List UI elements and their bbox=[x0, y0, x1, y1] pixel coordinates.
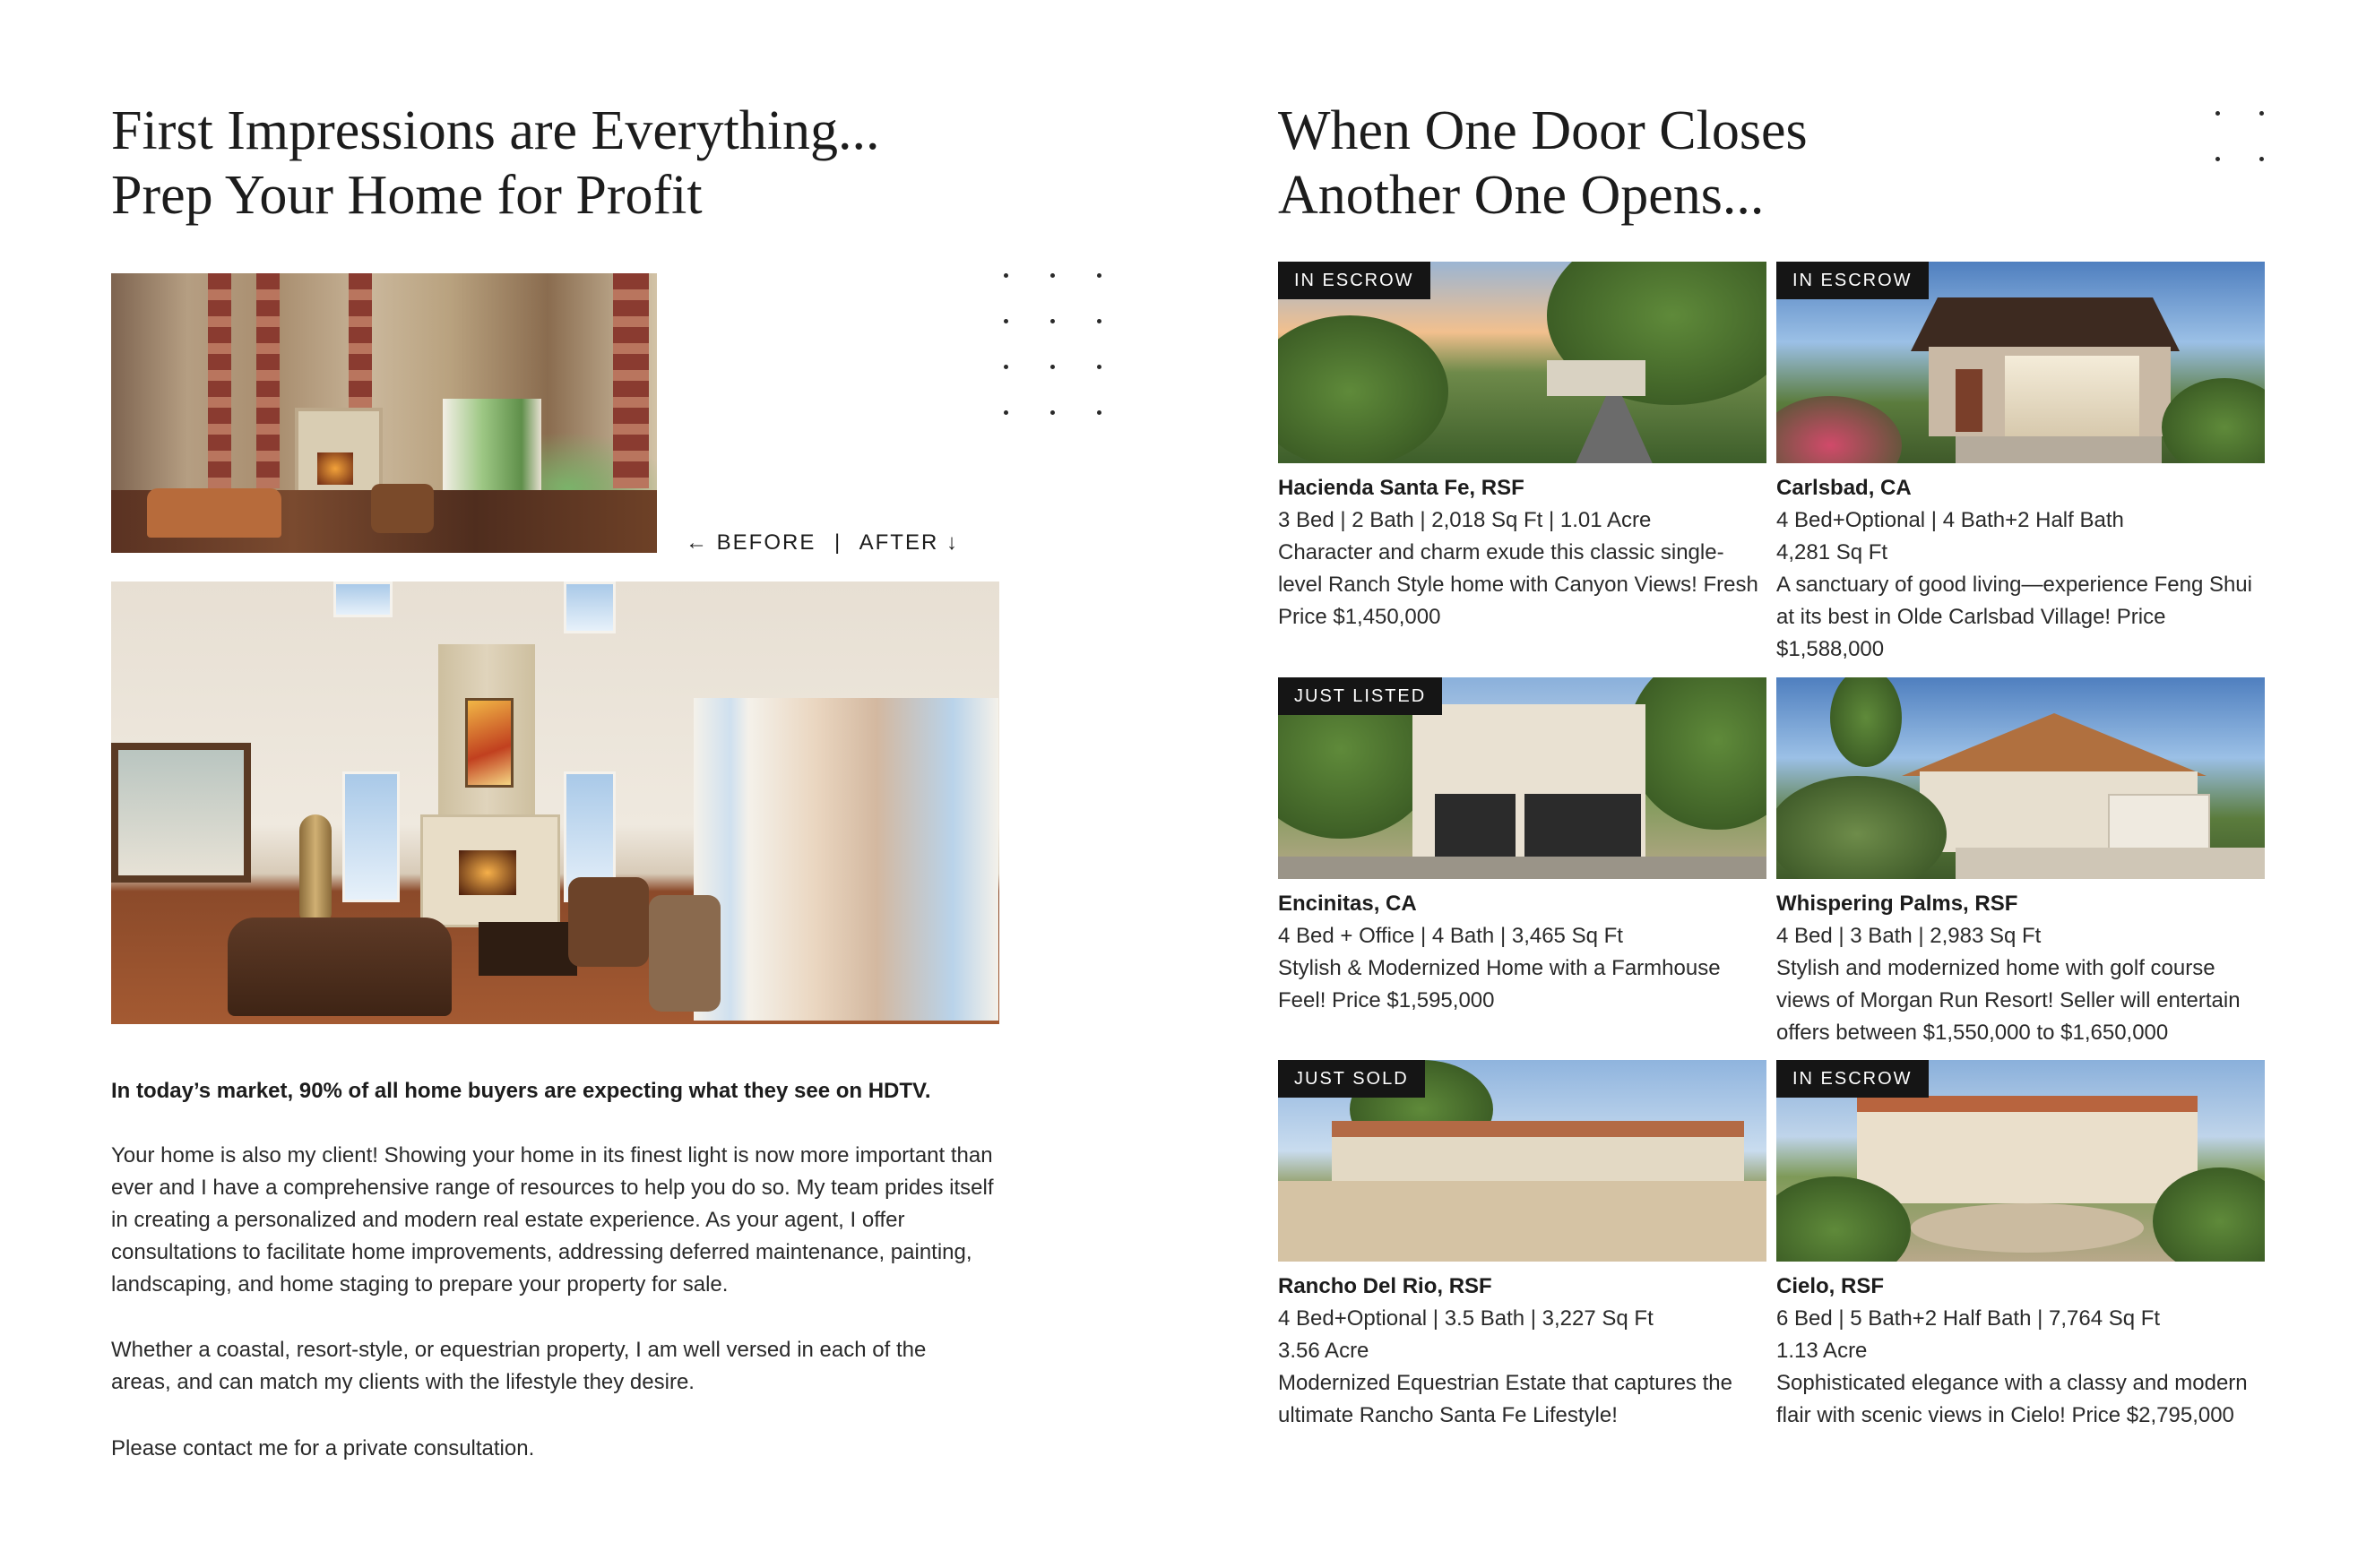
listing-specs: 4 Bed + Office | 4 Bath | 3,465 Sq Ft bbox=[1278, 924, 1623, 948]
before-after-separator: | bbox=[834, 530, 842, 555]
listing-specs: 3 Bed | 2 Bath | 2,018 Sq Ft | 1.01 Acre bbox=[1278, 508, 1652, 532]
lead-statement: In today’s market, 90% of all home buyers are expecting what they see on HDTV. bbox=[111, 1079, 931, 1103]
listing-title: Carlsbad, CA bbox=[1776, 476, 1912, 500]
after-label: AFTER ↓ bbox=[859, 530, 959, 555]
listing-card[interactable] bbox=[1278, 1060, 1766, 1432]
body-paragraph-1: Your home is also my client! Showing your home in its finest light is now more important than ever and I have a comprehensive range of resources to help you do so. My team prides itself in creating a personalized and modern real estate experience. As your agent, I offer consultations to facilitate home improvements, addressing deferred maintenance, painting, landscaping, and home staging to prepare your property for sale. bbox=[111, 1143, 994, 1297]
listing-status-badge: IN ESCROW bbox=[1278, 262, 1430, 299]
listing-specs: 4 Bed+Optional | 4 Bath+2 Half Bath bbox=[1776, 508, 2124, 532]
listing-title: Rancho Del Rio, RSF bbox=[1278, 1274, 1492, 1298]
listing-description: Character and charm exude this classic single-level Ranch Style home with Canyon Views! Fresh Price $1,450,000 bbox=[1278, 540, 1758, 629]
listing-description: A sanctuary of good living—experience Feng Shui at its best in Olde Carlsbad Village! Price $1,588,000 bbox=[1776, 573, 2252, 661]
listing-card[interactable] bbox=[1776, 1060, 2265, 1432]
right-heading-line1: When One Door Closes bbox=[1278, 100, 1808, 161]
listing-card[interactable] bbox=[1278, 677, 1766, 1017]
listing-photo bbox=[1278, 262, 1766, 463]
listing-photo bbox=[1278, 677, 1766, 879]
before-after-label bbox=[686, 530, 959, 556]
listing-description: Stylish & Modernized Home with a Farmhouse Feel! Price $1,595,000 bbox=[1278, 956, 1721, 1012]
before-label: ← BEFORE bbox=[686, 530, 816, 555]
listing-title: Whispering Palms, RSF bbox=[1776, 892, 2018, 916]
listing-title: Cielo, RSF bbox=[1776, 1274, 1885, 1298]
left-heading bbox=[111, 99, 880, 228]
listing-photo bbox=[1776, 1060, 2265, 1262]
listing-card[interactable] bbox=[1776, 262, 2265, 666]
listing-status-badge: JUST SOLD bbox=[1278, 1060, 1425, 1098]
listing-status-badge: JUST LISTED bbox=[1278, 677, 1442, 715]
before-staging-photo bbox=[111, 273, 657, 553]
listing-description: Modernized Equestrian Estate that captures the ultimate Rancho Santa Fe Lifestyle! bbox=[1278, 1371, 1732, 1427]
listing-specs: 4 Bed+Optional | 3.5 Bath | 3,227 Sq Ft bbox=[1278, 1306, 1654, 1331]
listing-description: Sophisticated elegance with a classy and modern flair with scenic views in Cielo! Price $2,795,000 bbox=[1776, 1371, 2248, 1427]
listing-status-badge: IN ESCROW bbox=[1776, 262, 1929, 299]
listing-specs-extra: 4,281 Sq Ft bbox=[1776, 540, 1888, 564]
listing-status-badge: IN ESCROW bbox=[1776, 1060, 1929, 1098]
listing-photo bbox=[1776, 677, 2265, 879]
listing-card[interactable] bbox=[1776, 677, 2265, 1049]
listing-title: Encinitas, CA bbox=[1278, 892, 1417, 916]
listing-specs: 6 Bed | 5 Bath+2 Half Bath | 7,764 Sq Ft bbox=[1776, 1306, 2161, 1331]
right-heading bbox=[1278, 99, 1808, 228]
right-heading-line2: Another One Opens... bbox=[1278, 165, 1765, 226]
after-staging-photo bbox=[111, 582, 999, 1024]
listing-photo bbox=[1776, 262, 2265, 463]
listing-description: Stylish and modernized home with golf course views of Morgan Run Resort! Seller will entertain offers between $1,550,000 to $1,650,000 bbox=[1776, 956, 2241, 1045]
listing-specs: 4 Bed | 3 Bath | 2,983 Sq Ft bbox=[1776, 924, 2042, 948]
left-heading-line2: Prep Your Home for Profit bbox=[111, 165, 703, 226]
left-heading-line1: First Impressions are Everything... bbox=[111, 100, 880, 161]
body-paragraph-2: Whether a coastal, resort-style, or equestrian property, I am well versed in each of the areas, and can match my clients with the lifestyle they desire. bbox=[111, 1338, 927, 1394]
listing-card[interactable] bbox=[1278, 262, 1766, 633]
listing-specs-extra: 1.13 Acre bbox=[1776, 1339, 1868, 1363]
listing-title: Hacienda Santa Fe, RSF bbox=[1278, 476, 1524, 500]
listing-specs-extra: 3.56 Acre bbox=[1278, 1339, 1369, 1363]
body-paragraph-3: Please contact me for a private consultation. bbox=[111, 1436, 535, 1460]
listing-photo bbox=[1278, 1060, 1766, 1262]
